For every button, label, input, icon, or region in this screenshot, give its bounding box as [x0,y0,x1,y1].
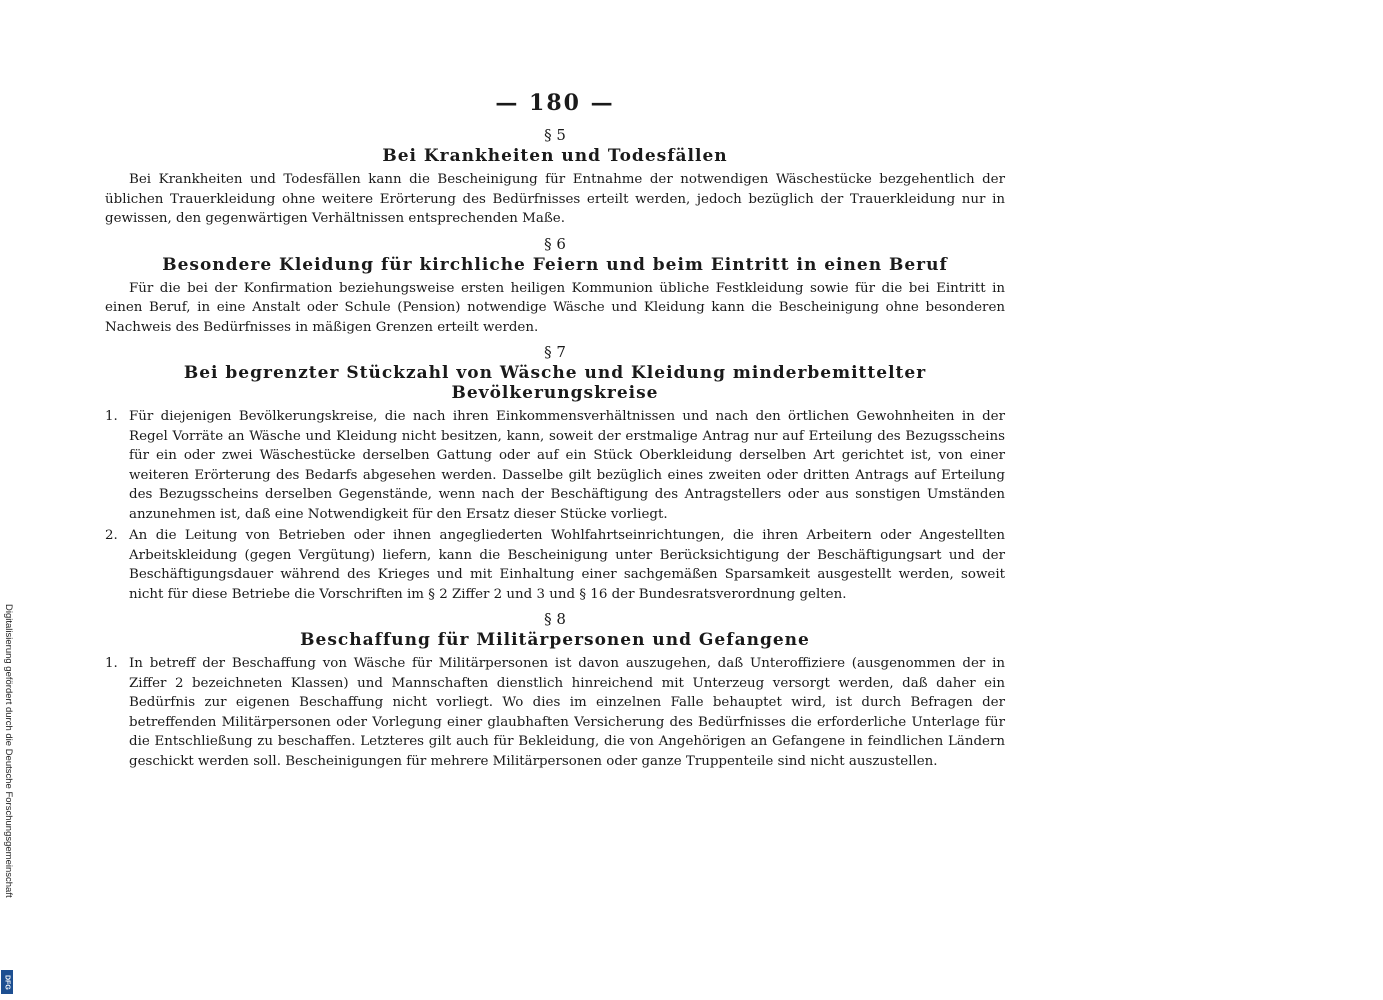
section-number: § 6 [544,234,566,253]
section-heading: Besondere Kleidung für kirchliche Feiern und beim Eintritt in einen Beruf [162,254,948,275]
list-item-text: An die Leitung von Betrieben oder ihnen angegliederten Wohlfahrtseinrichtungen, die ihren Arbeitern oder Angestellten Arbeitskleidung (gegen Vergütung) liefern, kann die Bescheinigung unter Berücksichtigung der Beschäftigungsart und der Beschäftigungsdauer während des Krieges und mit Einhaltung einer sachgemäßen Sparsamkeit ausgestellt werden, soweit nicht für diese Betriebe die Vorschriften im § 2 Ziffer 2 und 3 und § 16 der Bundesratsverordnung gelten. [129,528,1005,602]
list-item-text: Für diejenigen Bevölkerungskreise, die nach ihren Einkommensverhältnissen und nach den örtlichen Gewohnheiten in der Regel Vorräte an Wäsche und Kleidung nicht besitzen, kann, soweit der erstmalige Antrag nur auf Erteilung des Bezugsscheins für ein oder zwei Wäschestücke derselben Gattung oder auf ein Stück Oberkleidung derselben Art gerichtet ist, von einer weiteren Erörterung des Bedarfs abgesehen werden. Dasselbe gilt bezüglich eines zweiten oder dritten Antrags auf Erteilung des Bezugsscheins derselben Gegenstände, wenn nach der Beschäftigung des Antragstellers oder aus sonstigen Umständen anzunehmen ist, daß eine Notwendigkeit für den Ersatz dieser Stücke vorliegt. [129,409,1005,522]
section-5 [105,126,1005,229]
section-heading: Bei Krankheiten und Todesfällen [382,146,728,166]
section-paragraph: Für die bei der Konfirmation beziehungsweise ersten heiligen Kommunion übliche Festkleidung sowie für die bei Eintritt in einen Beruf, in eine Anstalt oder Schule (Pension) notwendige Wäsche und Kleidung kann die Bescheinigung ohne besonderen Nachweis des Bedürfnisses in mäßigen Grenzen erteilt werden. [105,280,1005,335]
list-item [105,526,1005,604]
section-paragraph: Bei Krankheiten und Todesfällen kann die Bescheinigung für Entnahme der notwendigen Wäschestücke bezgehentlich der üblichen Trauerkleidung ohne weitere Erörterung des Bedürfnisses erteilt werden, jedoch bezüglich der Trauerkleidung nur in gewissen, den gegenwärtigen Verhältnissen entsprechenden Maße. [105,172,1005,226]
section-8 [105,610,1005,771]
list-item [105,654,1005,771]
list-item-number: 2. [105,528,118,543]
digitization-credit-text: Digitalisierung gefördert durch die Deutsche Forschungsgemeinschaft [3,604,14,898]
list-item-text: In betreff der Beschaffung von Wäsche für Militärpersonen ist davon auszugehen, daß Unteroffiziere (ausgenommen der in Ziffer 2 bezeichneten Klassen) und Mannschaften dienstlich hinreichend mit Unterzeug versorgt werden, daß daher ein Bedürfnis zur eigenen Beschaffung nicht vorliegt. Wo dies im einzelnen Falle behauptet wird, ist durch Befragen der betreffenden Militärpersonen oder Vorlegung einer glaubhaften Versicherung des Bedürfnisses die erforderliche Unterlage für die Entschließung zu beschaffen. Letzteres gilt auch für Bekleidung, die von Angehörigen an Gefangene in feindlichen Ländern geschickt werden soll. Bescheinigungen für mehrere Militärpersonen oder ganze Truppenteile sind nicht auszustellen. [129,656,1005,769]
page-number: — 180 — [495,90,615,116]
section-6 [105,235,1005,338]
digitization-credit-strip [0,0,14,1000]
section-number: § 8 [544,610,566,628]
section-heading: Beschaffung für Militärpersonen und Gefangene [300,630,810,650]
section-heading: Bei begrenzter Stückzahl von Wäsche und Kleidung minderbemittelter Bevölkerungskreise [183,363,927,403]
document-page-content [105,80,1005,1000]
list-item-number: 1. [105,656,118,671]
list-item-number: 1. [105,409,118,424]
dfg-logo: DFG [1,970,13,994]
section-number: § 7 [544,343,566,361]
list-item [105,407,1005,524]
document-page [105,10,1145,1000]
section-7 [105,343,1005,604]
section-number: § 5 [544,126,566,144]
